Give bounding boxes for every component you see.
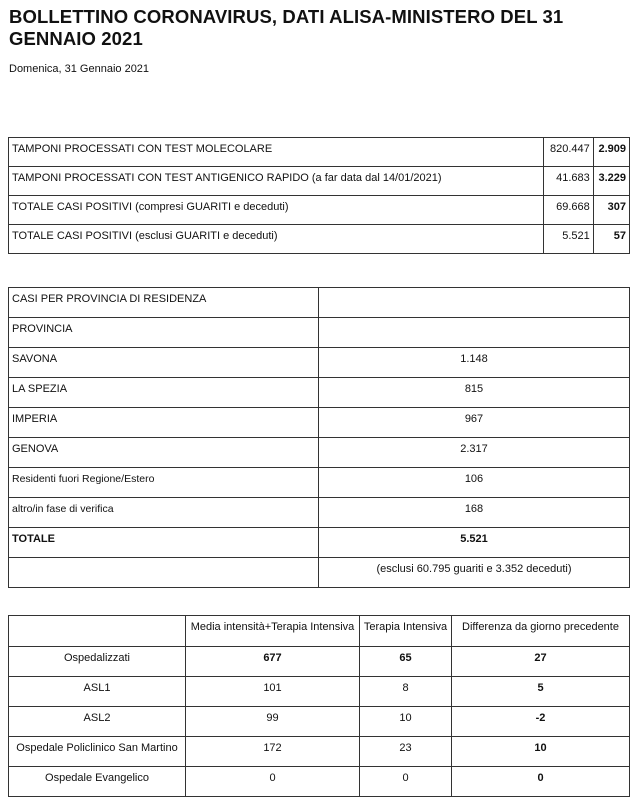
province-total-label: TOTALE — [9, 528, 319, 558]
province-value: 106 — [319, 468, 630, 498]
province-name: GENOVA — [9, 438, 319, 468]
hospital-ti: 0 — [360, 767, 452, 797]
hospital-name: Ospedalizzati — [9, 647, 186, 677]
hospital-ti: 65 — [360, 647, 452, 677]
hospital-media: 172 — [186, 737, 360, 767]
hospital-media: 101 — [186, 677, 360, 707]
province-name: altro/in fase di verifica — [9, 498, 319, 528]
page-title: BOLLETTINO CORONAVIRUS, DATI ALISA-MINISTERO DEL 31 GENNAIO 2021 — [9, 6, 564, 49]
hospital-diff: 5 — [452, 677, 630, 707]
province-name: IMPERIA — [9, 408, 319, 438]
hospital-diff: -2 — [452, 707, 630, 737]
summary-label: TOTALE CASI POSITIVI (compresi GUARITI e deceduti) — [9, 196, 544, 225]
summary-table — [8, 137, 630, 254]
summary-diff: 57 — [593, 225, 629, 254]
table-row — [9, 737, 630, 767]
summary-label: TOTALE CASI POSITIVI (esclusi GUARITI e deceduti) — [9, 225, 544, 254]
table-row — [9, 408, 630, 438]
province-total-value: 5.521 — [319, 528, 630, 558]
summary-diff: 2.909 — [593, 138, 629, 167]
province-subheading: PROVINCIA — [9, 318, 319, 348]
province-value: 967 — [319, 408, 630, 438]
table-row — [9, 707, 630, 737]
empty-cell — [319, 288, 630, 318]
table-row — [9, 558, 630, 588]
province-value: 2.317 — [319, 438, 630, 468]
hospital-name: ASL1 — [9, 677, 186, 707]
summary-diff: 3.229 — [593, 167, 629, 196]
column-header — [9, 616, 186, 647]
table-row — [9, 288, 630, 318]
column-header: Differenza da giorno precedente — [452, 616, 630, 647]
table-header-row — [9, 616, 630, 647]
table-row — [9, 528, 630, 558]
hospital-diff: 27 — [452, 647, 630, 677]
province-table — [8, 287, 630, 588]
summary-label: TAMPONI PROCESSATI CON TEST MOLECOLARE — [9, 138, 544, 167]
table-row — [9, 767, 630, 797]
bulletin-date: Domenica, 31 Gennaio 2021 — [9, 63, 150, 75]
province-name: SAVONA — [9, 348, 319, 378]
summary-value: 41.683 — [544, 167, 593, 196]
empty-cell — [319, 318, 630, 348]
hospital-ti: 23 — [360, 737, 452, 767]
hospital-diff: 0 — [452, 767, 630, 797]
table-row — [9, 167, 630, 196]
table-row — [9, 196, 630, 225]
summary-value: 69.668 — [544, 196, 593, 225]
table-row — [9, 498, 630, 528]
table-row — [9, 318, 630, 348]
summary-value: 820.447 — [544, 138, 593, 167]
province-value: 168 — [319, 498, 630, 528]
hospital-media: 99 — [186, 707, 360, 737]
summary-diff: 307 — [593, 196, 629, 225]
hospital-name: Ospedale Evangelico — [9, 767, 186, 797]
hospital-ti: 8 — [360, 677, 452, 707]
summary-value: 5.521 — [544, 225, 593, 254]
province-name: Residenti fuori Regione/Estero — [9, 468, 319, 498]
province-value: 815 — [319, 378, 630, 408]
column-header: Media intensità+Terapia Intensiva — [186, 616, 360, 647]
table-row — [9, 677, 630, 707]
table-row — [9, 438, 630, 468]
table-row — [9, 348, 630, 378]
hospital-table — [8, 615, 630, 797]
empty-cell — [9, 558, 319, 588]
province-heading: CASI PER PROVINCIA DI RESIDENZA — [9, 288, 319, 318]
column-header: Terapia Intensiva — [360, 616, 452, 647]
province-value: 1.148 — [319, 348, 630, 378]
table-row — [9, 225, 630, 254]
summary-label: TAMPONI PROCESSATI CON TEST ANTIGENICO RAPIDO (a far data dal 14/01/2021) — [9, 167, 544, 196]
table-row — [9, 138, 630, 167]
hospital-diff: 10 — [452, 737, 630, 767]
province-name: LA SPEZIA — [9, 378, 319, 408]
table-row — [9, 468, 630, 498]
hospital-name: ASL2 — [9, 707, 186, 737]
table-row — [9, 378, 630, 408]
hospital-name: Ospedale Policlinico San Martino — [9, 737, 186, 767]
province-note: (esclusi 60.795 guariti e 3.352 deceduti) — [319, 558, 630, 588]
hospital-media: 0 — [186, 767, 360, 797]
hospital-ti: 10 — [360, 707, 452, 737]
table-row — [9, 647, 630, 677]
hospital-media: 677 — [186, 647, 360, 677]
